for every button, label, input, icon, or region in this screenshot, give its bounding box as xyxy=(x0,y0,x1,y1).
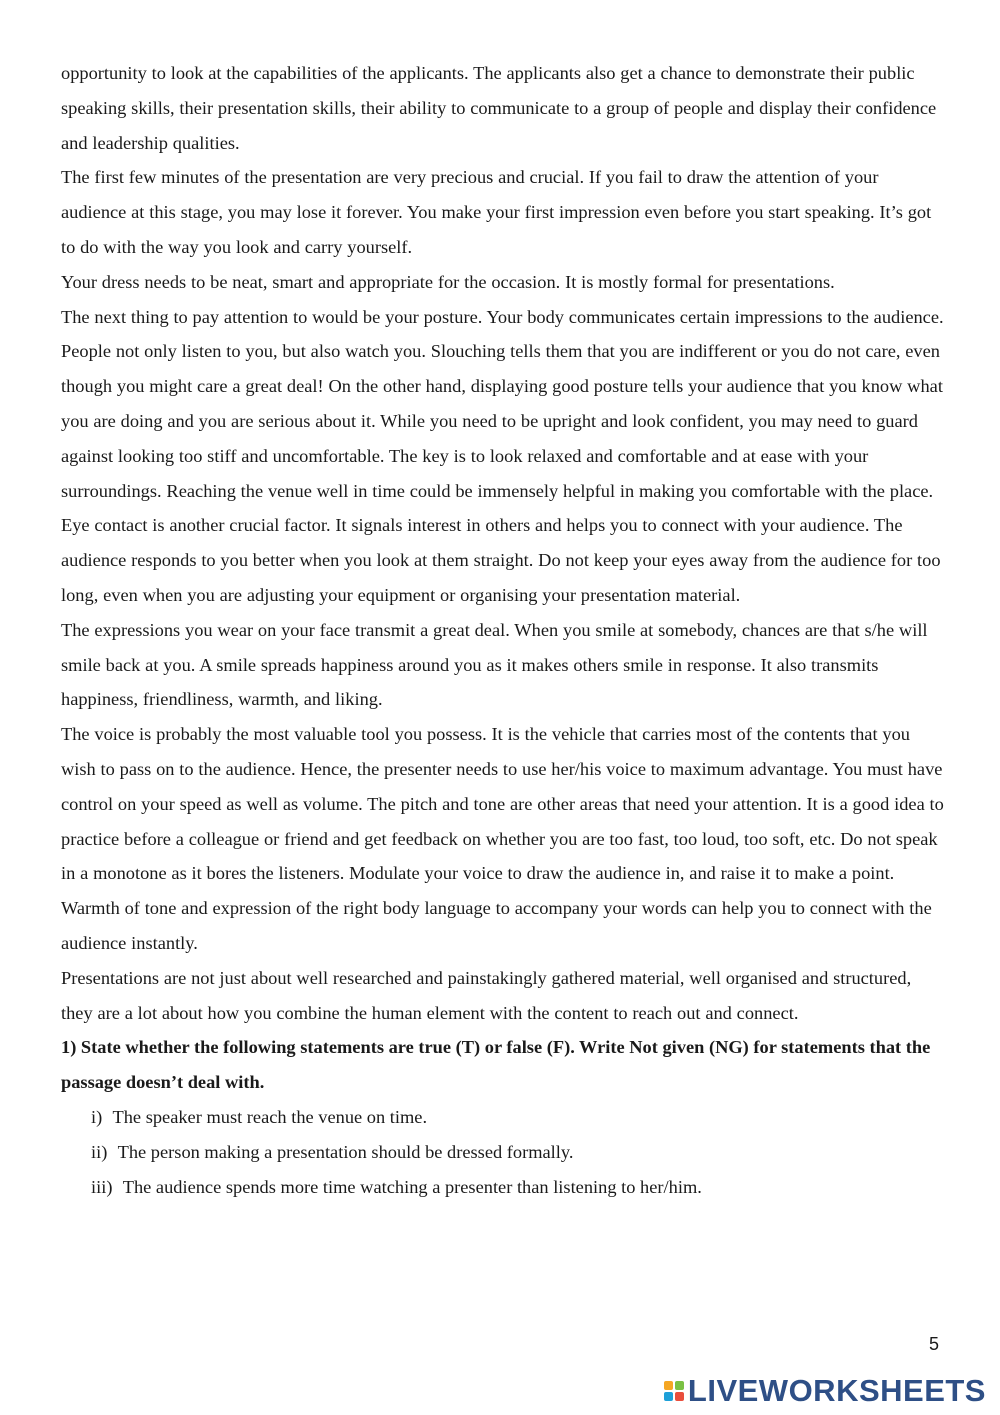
statement-number: ii) xyxy=(91,1141,108,1162)
brand-square xyxy=(664,1381,673,1390)
brand-squares-icon xyxy=(664,1381,684,1401)
passage-paragraph: The expressions you wear on your face transmit a great deal. When you smile at somebody, chances are that s/he will smile back at you. A smile spreads happiness around you as it makes others smile in response. It also transmits happiness, friendliness, warmth, and liking. xyxy=(61,619,928,710)
statement-number: i) xyxy=(91,1106,103,1127)
passage-paragraph: Presentations are not just about well researched and painstakingly gathered material, well organised and structured, they are a lot about how you combine the human element with the content to reach out and connect. xyxy=(61,967,912,1023)
brand-square xyxy=(675,1381,684,1390)
passage-paragraph: The first few minutes of the presentation are very precious and crucial. If you fail to draw the attention of your audience at this stage, you may lose it forever. You make your first impression even before you start speaking. It’s got to do with the way you look and carry yourself. xyxy=(61,167,932,257)
statement-item xyxy=(61,1170,945,1205)
brand-square xyxy=(664,1392,673,1401)
statement-list xyxy=(61,1100,945,1204)
page-number: 5 xyxy=(928,1334,939,1354)
passage-paragraph: The voice is probably the most valuable tool you possess. It is the vehicle that carries most of the contents that you wish to pass on to the audience. Hence, the presenter needs to use her/his voice to maximum advantage. You must have control on your speed as well as volume. The pitch and tone are other areas that need your attention. It is a good idea to practice before a colleague or friend and get feedback on whether you are too fast, too loud, too soft, etc. Do not speak in a monotone as it bores the listeners. Modulate your voice to draw the audience in, and raise it to make a point. Warmth of tone and expression of the right body language to accompany your words can help you to connect with the audience instantly. xyxy=(61,724,944,953)
statement-item xyxy=(61,1100,945,1135)
passage-paragraph: Eye contact is another crucial factor. It signals interest in others and helps you to connect with your audience. The audience responds to you better when you look at them straight. Do not keep your eyes away from the audience for too long, even when you are adjusting your equipment or organising your presentation material. xyxy=(61,515,941,605)
worksheet-body xyxy=(61,56,945,1204)
liveworksheets-logo[interactable] xyxy=(664,1373,986,1409)
brand-square xyxy=(675,1392,684,1401)
statement-text: The person making a presentation should be dressed formally. xyxy=(117,1141,574,1162)
statement-item xyxy=(61,1135,945,1170)
exercise-instruction: 1) State whether the following statements are true (T) or false (F). Write Not given (NG) for statements that the passage doesn’t deal with. xyxy=(61,1037,931,1093)
passage-paragraph: Your dress needs to be neat, smart and appropriate for the occasion. It is mostly formal for presentations. xyxy=(61,271,835,292)
passage-paragraph: opportunity to look at the capabilities of the applicants. The applicants also get a chance to demonstrate their public speaking skills, their presentation skills, their ability to communicate to a group of people and display their confidence and leadership qualities. xyxy=(61,63,937,153)
statement-number: iii) xyxy=(91,1176,113,1197)
brand-name: LIVEWORKSHEETS xyxy=(687,1373,986,1408)
passage-paragraph: The next thing to pay attention to would be your posture. Your body communicates certain impressions to the audience. People not only listen to you, but also watch you. Slouching tells them that you are indifferent or you do not care, even though you might care a great deal! On the other hand, displaying good posture tells your audience that you know what you are doing and you are serious about it. While you need to be upright and look confident, you may need to guard against looking too stiff and uncomfortable. The key is to look relaxed and comfortable and at ease with your surroundings. Reaching the venue well in time could be immensely helpful in making you comfortable with the place. xyxy=(61,306,944,501)
statement-text: The speaker must reach the venue on time. xyxy=(112,1106,428,1127)
statement-text: The audience spends more time watching a presenter than listening to her/him. xyxy=(122,1176,702,1197)
